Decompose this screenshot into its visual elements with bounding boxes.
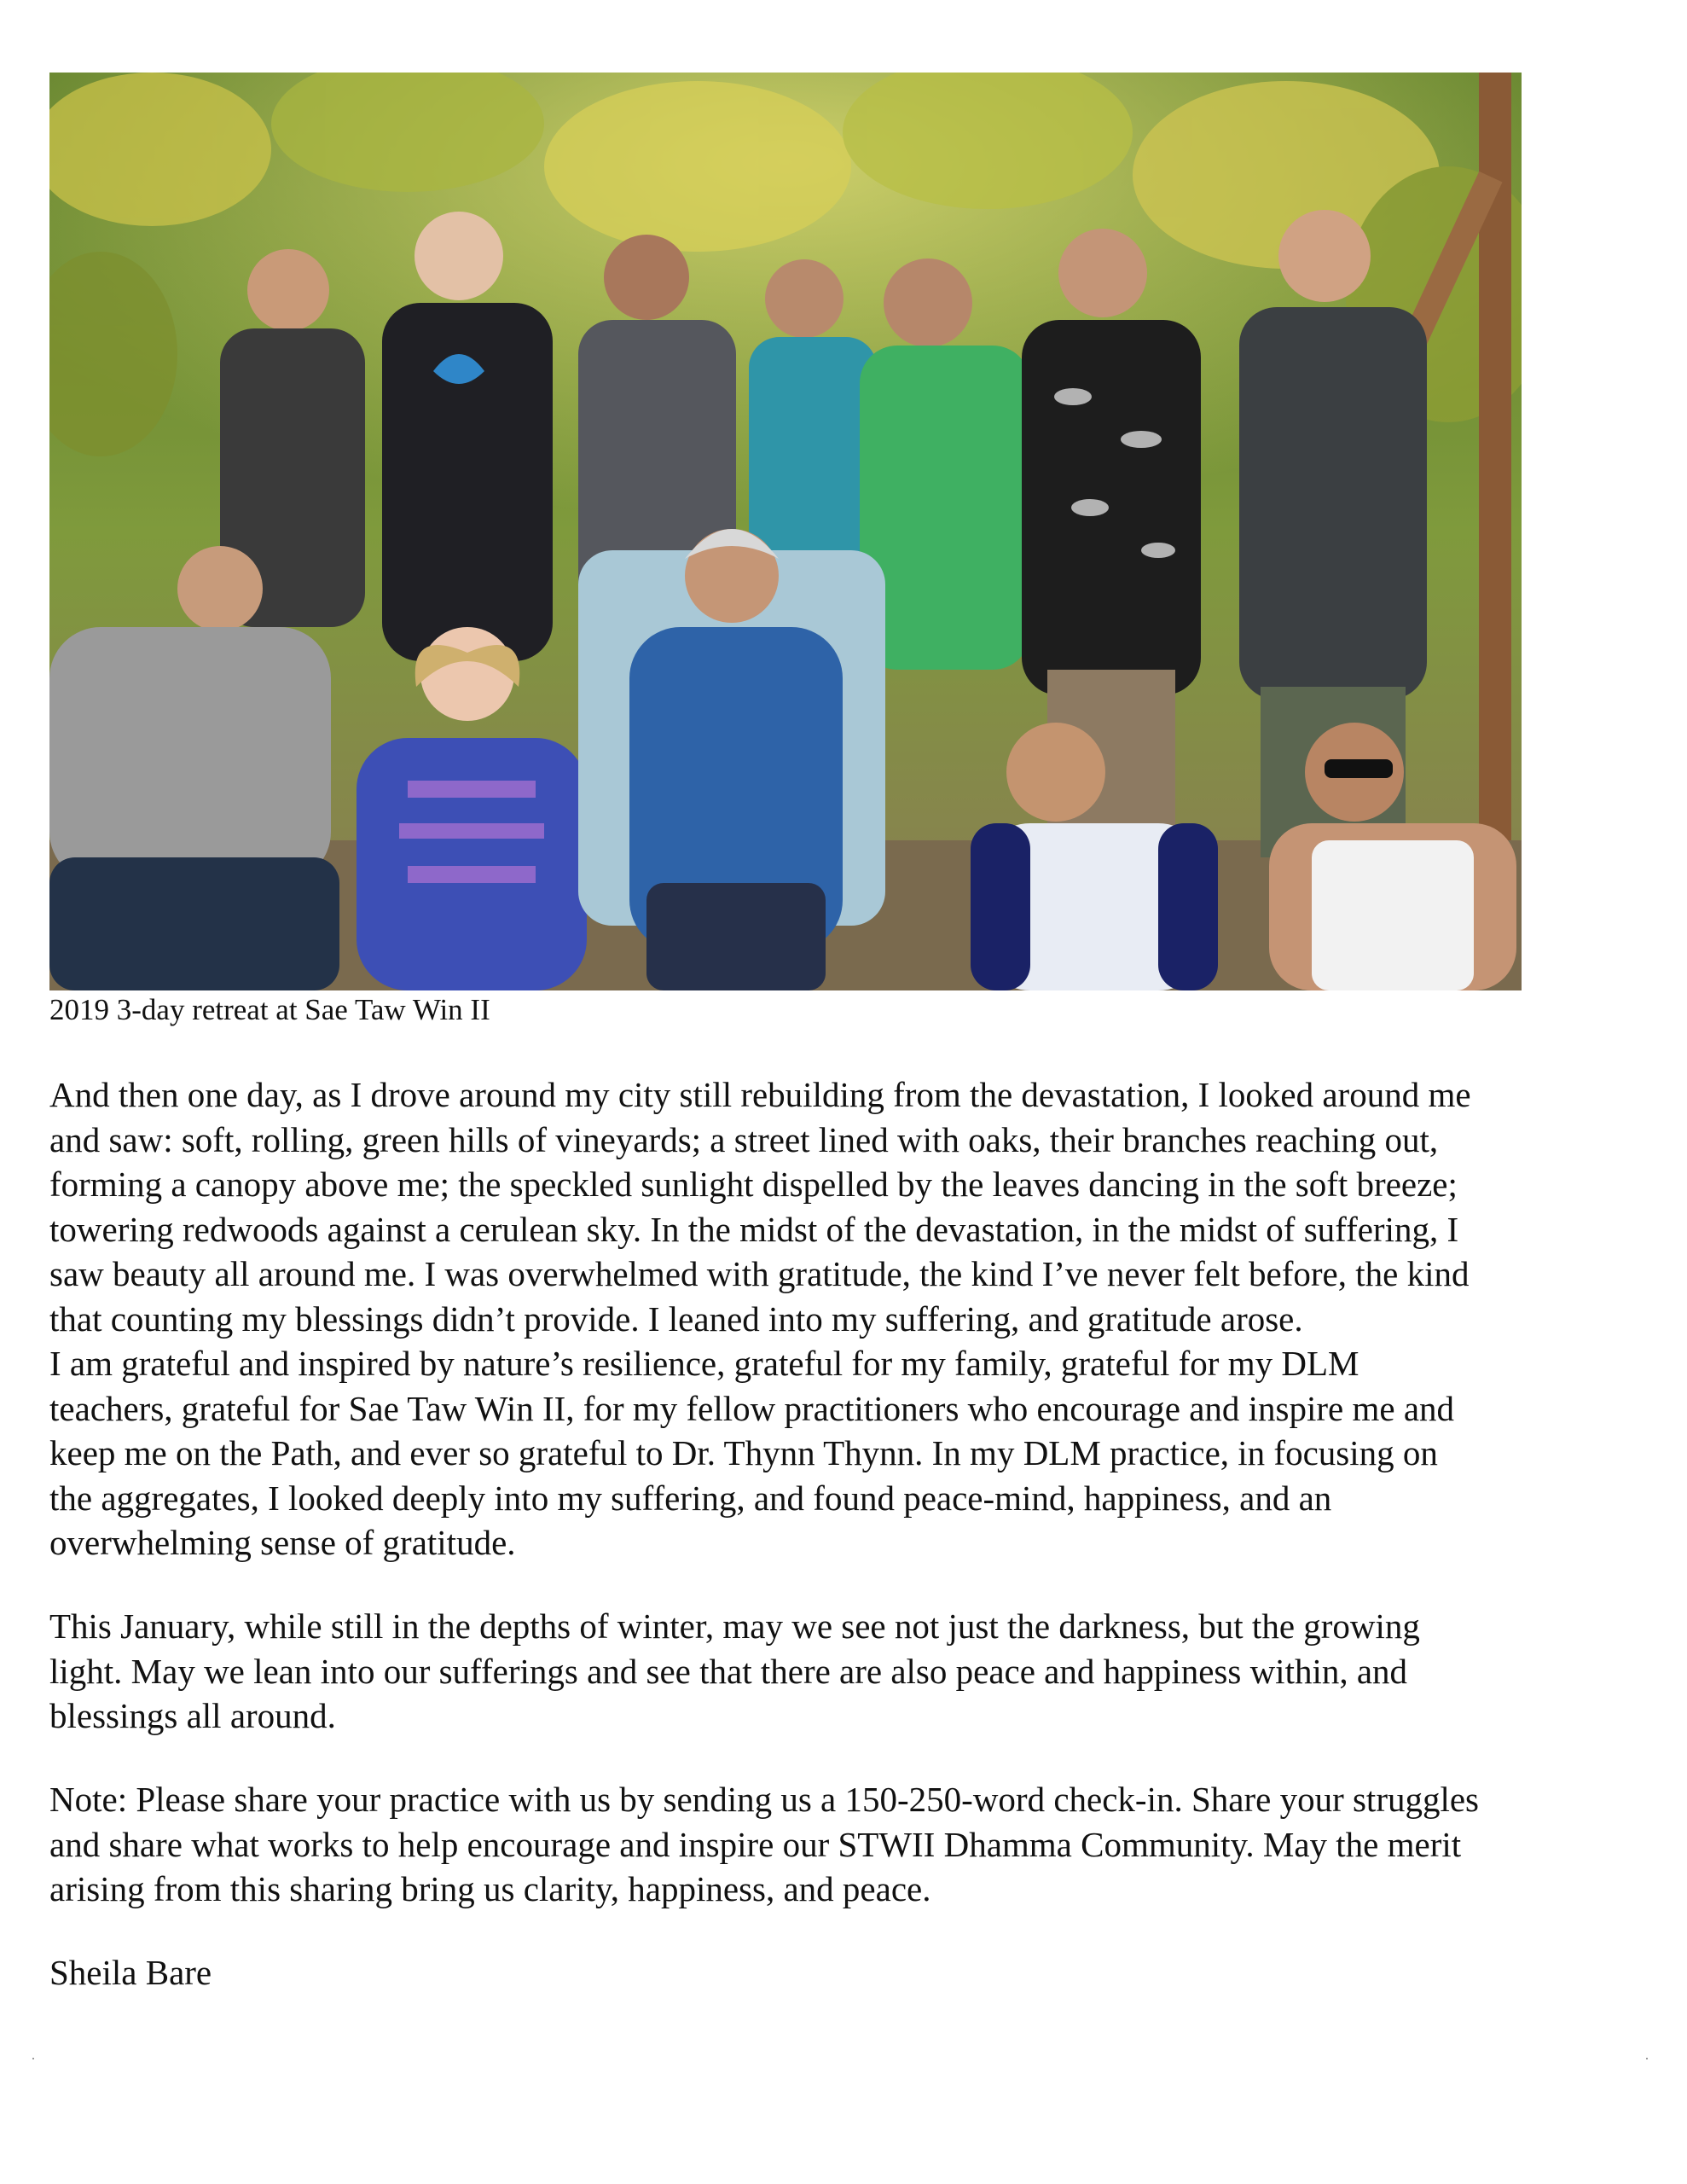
paragraph-2: [49, 1604, 1636, 1739]
text-line: light. May we lean into our sufferings and see that there are also peace and happiness within, and: [49, 1651, 1408, 1691]
paragraph-1: [49, 1072, 1636, 1565]
photo-caption: 2019 3-day retreat at Sae Taw Win II: [49, 993, 490, 1026]
group-photo-image: [49, 73, 1522, 990]
text-line: Note: Please share your practice with us by sending us a 150-250-word check-in. Share your struggles: [49, 1780, 1480, 1819]
group-photo: [49, 73, 1522, 990]
text-line: keep me on the Path, and ever so grateful to Dr. Thynn Thynn. In my DLM practice, in focusing on: [49, 1433, 1438, 1472]
text-line: And then one day, as I drove around my city still rebuilding from the devastation, I looked around me: [49, 1075, 1471, 1114]
author-signature: Sheila Bare: [49, 1953, 212, 1992]
text-line: that counting my blessings didn’t provide. I leaned into my suffering, and gratitude arose.: [49, 1298, 1303, 1339]
text-line: and share what works to help encourage and inspire our STWII Dhamma Community. May the merit: [49, 1824, 1462, 1864]
text-line: This January, while still in the depths of winter, may we see not just the darkness, but the growing: [49, 1606, 1420, 1646]
page-mark-right: [1646, 2058, 1648, 2059]
text-line: forming a canopy above me; the speckled sunlight dispelled by the leaves dancing in the soft breeze;: [49, 1165, 1458, 1204]
text-line: and saw: soft, rolling, green hills of vineyards; a street lined with oaks, their branches reaching out,: [49, 1119, 1439, 1159]
text-line: teachers, grateful for Sae Taw Win II, for my fellow practitioners who encourage and inspire me and: [49, 1388, 1455, 1428]
note-paragraph: [49, 1777, 1636, 1912]
text-line: the aggregates, I looked deeply into my suffering, and found peace-mind, happiness, and an: [49, 1478, 1332, 1518]
text-line: blessings all around.: [49, 1696, 336, 1735]
text-line: saw beauty all around me. I was overwhelmed with gratitude, the kind I’ve never felt before, the kind: [49, 1254, 1470, 1293]
text-line: towering redwoods against a cerulean sky. In the midst of the devastation, in the midst of suffering, I: [49, 1209, 1459, 1249]
page-mark-left: [32, 2058, 34, 2059]
text-line: overwhelming sense of gratitude.: [49, 1523, 516, 1562]
text-line: I am grateful and inspired by nature’s resilience, grateful for my family, grateful for my DLM: [49, 1344, 1359, 1383]
text-line: arising from this sharing bring us clarity, happiness, and peace.: [49, 1869, 931, 1908]
